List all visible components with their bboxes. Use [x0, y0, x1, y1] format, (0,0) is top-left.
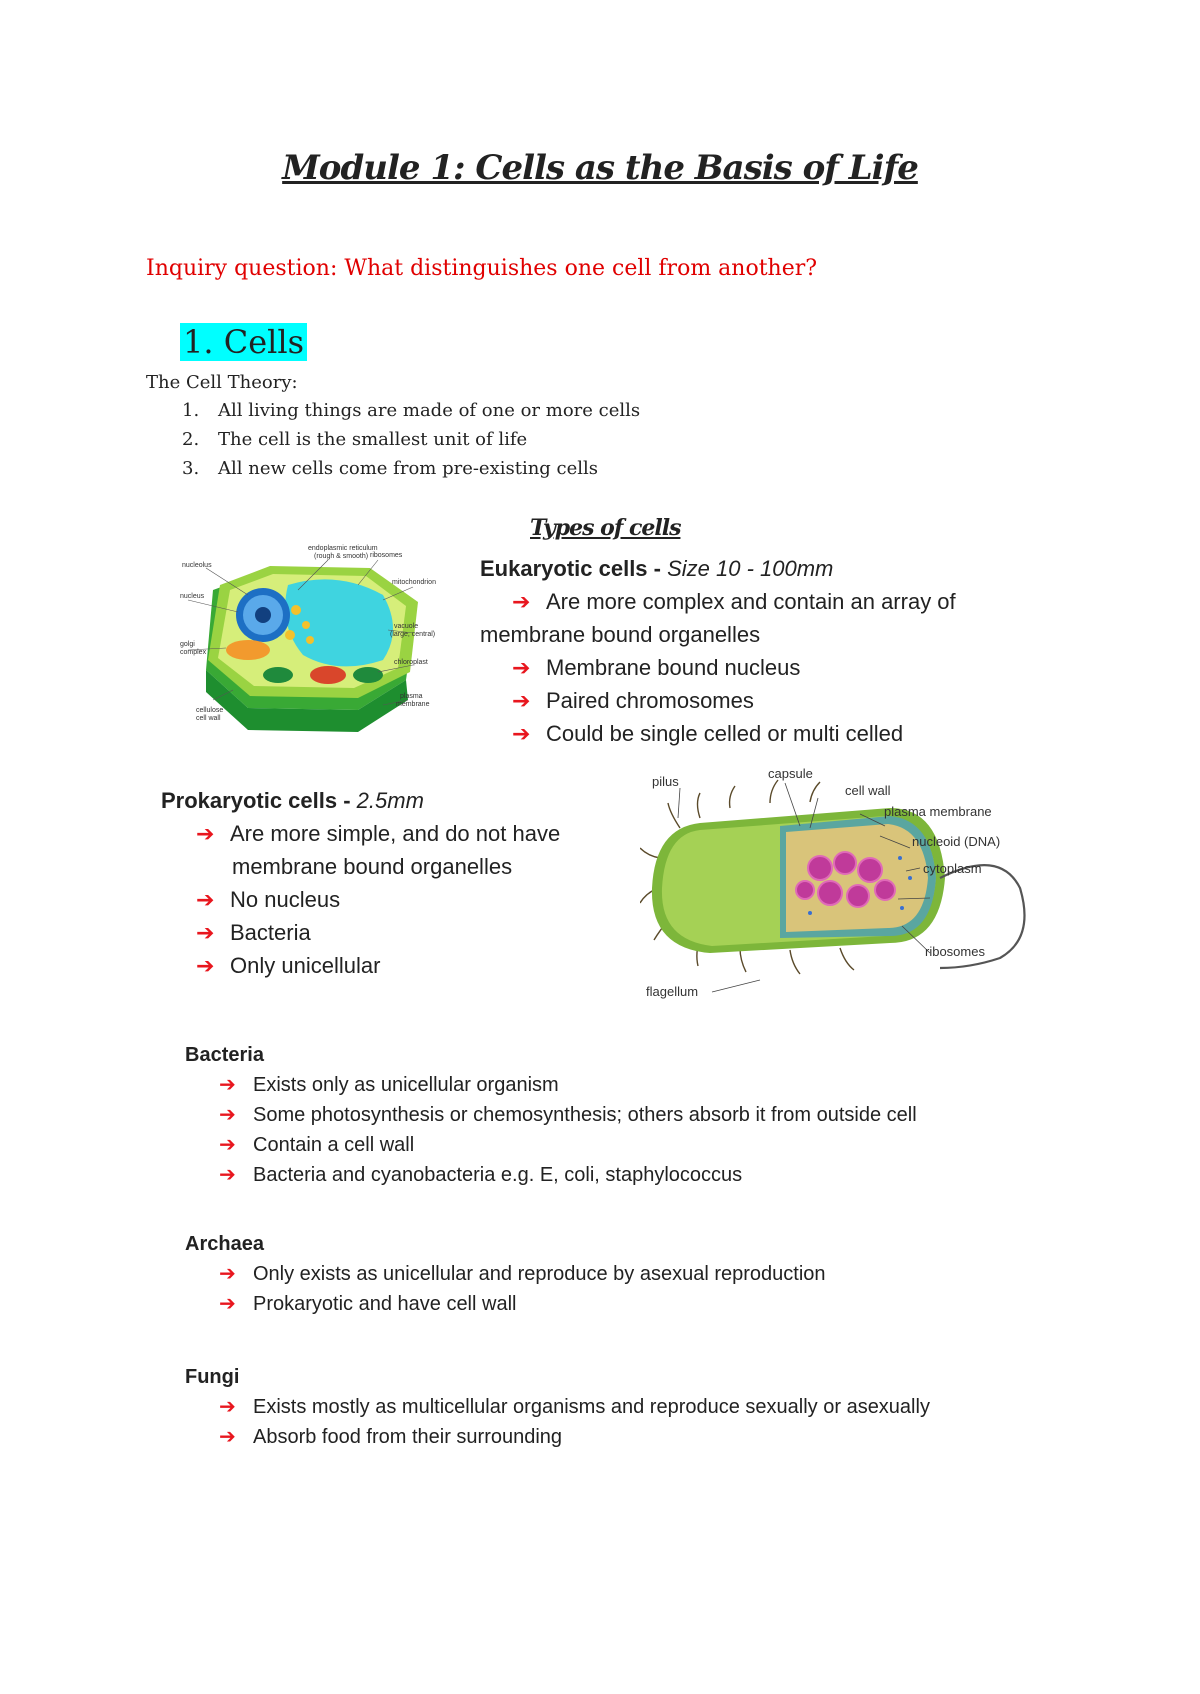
label-er: endoplasmic reticulum [308, 545, 378, 552]
inquiry-question: Inquiry question: What distinguishes one cell from another? [146, 256, 818, 281]
arrow-icon: ➔ [219, 1104, 236, 1126]
label-ribosomes: ribosomes [925, 944, 985, 959]
label-golgi: golgi [180, 641, 195, 648]
arrow-icon: ➔ [196, 887, 215, 912]
arrow-icon: ➔ [512, 721, 531, 746]
list-item: ➔ Bacteria [161, 916, 560, 949]
list-item-continuation: membrane bound organelles [480, 622, 761, 647]
plant-cell-illustration [178, 540, 448, 740]
cell-theory-list [146, 396, 640, 483]
archaea-block [185, 1229, 826, 1319]
arrow-icon: ➔ [196, 920, 215, 945]
label-chloroplast: chloroplast [394, 659, 428, 666]
label-pilus: pilus [652, 774, 679, 789]
label-nucleus: nucleus [180, 593, 205, 600]
list-item: ➔ Exists only as unicellular organism [185, 1070, 917, 1100]
list-item: 1. All living things are made of one or more cells [182, 400, 641, 421]
prokaryotic-title: Prokaryotic cells - 2.5mm [161, 788, 424, 813]
arrow-icon: ➔ [196, 953, 215, 978]
list-item: ➔ Absorb food from their surrounding [185, 1422, 930, 1452]
label-nucleolus: nucleolus [182, 562, 212, 569]
bacteria-title: Bacteria [185, 1044, 264, 1066]
label-plasma: plasma [400, 693, 423, 700]
label-membrane: membrane [396, 701, 430, 708]
arrow-icon: ➔ [219, 1074, 236, 1096]
eukaryotic-title: Eukaryotic cells - Size 10 - 100mm [480, 556, 834, 581]
list-item: ➔ No nucleus [161, 883, 560, 916]
label-mitochondrion: mitochondrion [392, 579, 436, 586]
list-item: ➔ Could be single celled or multi celled [480, 717, 956, 750]
fungi-title: Fungi [185, 1366, 240, 1388]
list-item: ➔ Are more simple, and do not have [161, 817, 560, 850]
arrow-icon: ➔ [512, 688, 531, 713]
list-item: ➔ Membrane bound nucleus [480, 651, 956, 684]
label-ribosomes: ribosomes [370, 552, 403, 559]
label-flagellum: flagellum [646, 984, 699, 999]
label-capsule: capsule [768, 768, 813, 781]
bacteria-block [185, 1040, 917, 1190]
label-vacuole-2: (large, central) [390, 631, 436, 638]
label-er-2: (rough & smooth) [314, 553, 369, 560]
prokaryotic-block [161, 784, 560, 982]
list-item: ➔ Paired chromosomes [480, 684, 956, 717]
label-cellulose: cellulose [196, 707, 224, 714]
types-heading: Types of cells [530, 515, 681, 541]
bacterium-illustration [640, 768, 1050, 1003]
list-item: ➔ Only unicellular [161, 949, 560, 982]
list-item: ➔ Exists mostly as multicellular organisms and reproduce sexually or asexually [185, 1392, 930, 1422]
section-heading: 1. Cells [180, 323, 307, 361]
arrow-icon: ➔ [219, 1134, 236, 1156]
arrow-icon: ➔ [219, 1396, 236, 1418]
arrow-icon: ➔ [219, 1164, 236, 1186]
page-title: Module 1: Cells as the Basis of Life [282, 148, 918, 188]
fungi-block [185, 1362, 930, 1452]
list-item-continuation: membrane bound organelles [232, 854, 513, 879]
list-item: ➔ Bacteria and cyanobacteria e.g. E, coli, staphylococcus [185, 1160, 917, 1190]
list-item: 3. All new cells come from pre-existing cells [182, 458, 599, 479]
list-item: ➔ Only exists as unicellular and reproduce by asexual reproduction [185, 1259, 826, 1289]
list-item: ➔ Are more complex and contain an array of [480, 585, 956, 618]
arrow-icon: ➔ [219, 1263, 236, 1285]
label-vacuole: vacuole [394, 623, 419, 630]
list-item: ➔ Some photosynthesis or chemosynthesis; others absorb it from outside cell [185, 1100, 917, 1130]
arrow-icon: ➔ [196, 821, 215, 846]
label-cell-wall: cell wall [845, 783, 891, 798]
arrow-icon: ➔ [512, 589, 531, 614]
arrow-icon: ➔ [512, 655, 531, 680]
label-cellwall: cell wall [196, 715, 221, 722]
label-nucleoid: nucleoid (DNA) [912, 834, 1001, 849]
arrow-icon: ➔ [219, 1293, 236, 1315]
label-cytoplasm: cytoplasm [923, 861, 982, 876]
list-item: ➔ Contain a cell wall [185, 1130, 917, 1160]
cell-theory-label: The Cell Theory: [146, 372, 298, 393]
label-golgi-2: complex [180, 649, 207, 656]
list-item: 2. The cell is the smallest unit of life [182, 429, 528, 450]
archaea-title: Archaea [185, 1233, 264, 1255]
eukaryotic-block [480, 552, 956, 750]
list-item: ➔ Prokaryotic and have cell wall [185, 1289, 826, 1319]
arrow-icon: ➔ [219, 1426, 236, 1448]
label-plasma-membrane: plasma membrane [884, 804, 992, 819]
